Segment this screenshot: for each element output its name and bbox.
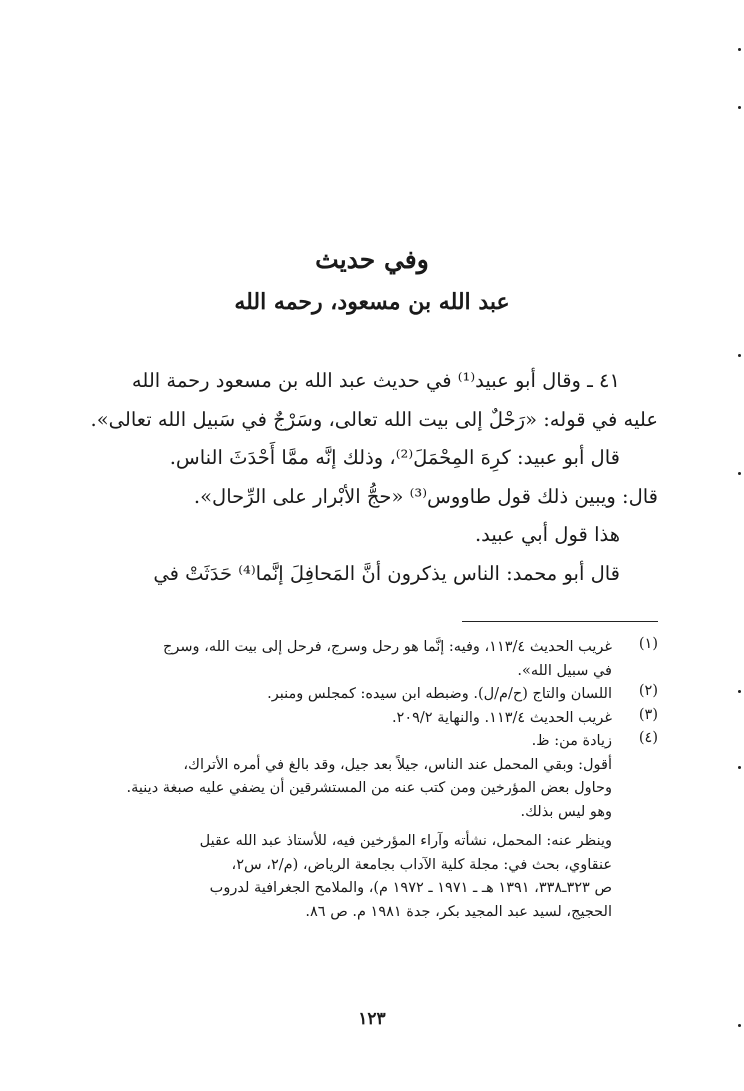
note-line: وحاول بعض المؤرخين ومن كتب عنه من المستشرقين أن يضفي عليه صبغة دينية. <box>126 780 612 796</box>
chapter-heading <box>0 240 744 324</box>
footnote <box>98 730 658 754</box>
note-line: الحجيج، لسيد عبد المجيد بكر، جدة ١٩٨١ م. ص ٨٦. <box>305 903 612 920</box>
text-line: عليه في قوله: «رَحْلٌ إلى بيت الله تعالى، وسَرْجٌ في سَبيل الله تعالى». <box>90 407 658 431</box>
note-line: وهو ليس بذلك. <box>520 803 612 820</box>
footnotes-section <box>98 636 658 924</box>
heading-line-2: عبد الله بن مسعود، رحمه الله <box>234 289 510 315</box>
scan-mark <box>738 690 741 693</box>
footnote-divider <box>462 621 658 622</box>
text-line: هذا قول أبي عبيد. <box>474 523 620 546</box>
note-paragraph <box>98 830 612 924</box>
footnote <box>98 707 658 731</box>
scan-mark <box>738 472 741 475</box>
text-line: ٤١ ـ وقال أبو عبيد⁽¹⁾ في حديث عبد الله بن مسعود رحمة الله <box>131 369 620 392</box>
footnote-number: (١) <box>638 636 658 652</box>
footnote-line: زيادة من: ظ. <box>531 733 612 749</box>
scan-mark <box>738 766 741 769</box>
footnote-line: غريب الحديث ١١٣/٤. والنهاية ٢٠٩/٢. <box>391 709 612 726</box>
note-paragraph <box>98 754 612 825</box>
footnote-text <box>98 707 612 731</box>
footnote-text <box>98 636 612 683</box>
note-line: وينظر عنه: المحمل، نشأته وآراء المؤرخين فيه، للأستاذ عبد الله عقيل <box>199 833 612 849</box>
main-text <box>90 362 658 593</box>
heading-line-1: وفي حديث <box>315 245 429 274</box>
scan-mark <box>738 106 741 109</box>
footnote-number: (٤) <box>638 730 658 746</box>
scan-mark <box>738 354 741 357</box>
footnote-line: غريب الحديث ١١٣/٤، وفيه: إنَّما هو رحل وسرج، فرحل إلى بيت الله، وسرج <box>163 639 612 655</box>
text-line: قال أبو محمد: الناس يذكرون أنَّ المَحافِلَ إنَّما⁽⁴⁾ حَدَثَتْ في <box>153 561 620 585</box>
footnote-number: (٣) <box>638 706 658 723</box>
footnote-text <box>98 683 612 707</box>
note-line: أقول: وبقي المحمل عند الناس، جيلاً بعد جيل، وقد بالغ في أمره الأتراك، <box>183 756 612 773</box>
footnote-line: في سبيل الله». <box>517 662 612 679</box>
scan-mark <box>738 1024 741 1027</box>
note-line: عنقاوي، بحث في: مجلة كلية الآداب بجامعة الرياض، (م/٢، س٢، <box>231 856 612 873</box>
page-number: ١٢٣ <box>358 1009 386 1029</box>
note-line: ص ٣٢٣ـ٣٣٨، ١٣٩١ هـ ـ ١٩٧١ ـ ١٩٧٢ م)، والملامح الجغرافية لدروب <box>209 880 612 896</box>
text-line: قال: ويبين ذلك قول طاووس⁽³⁾ «حجُّ الأبْرار على الرِّحال». <box>193 484 658 508</box>
footnote-line: اللسان والتاج (ح/م/ل). وضبطه ابن سيده: كمجلس ومنبر. <box>267 686 612 702</box>
footnote-text <box>98 730 612 754</box>
footnote-number: (٢) <box>638 683 658 699</box>
scan-mark <box>738 48 741 51</box>
footnote <box>98 636 658 683</box>
text-line: قال أبو عبيد: كرِهَ المِحْمَلَ⁽²⁾، وذلك إنَّه ممَّا أَحْدَثَ الناس. <box>169 446 620 469</box>
footnote <box>98 683 658 707</box>
